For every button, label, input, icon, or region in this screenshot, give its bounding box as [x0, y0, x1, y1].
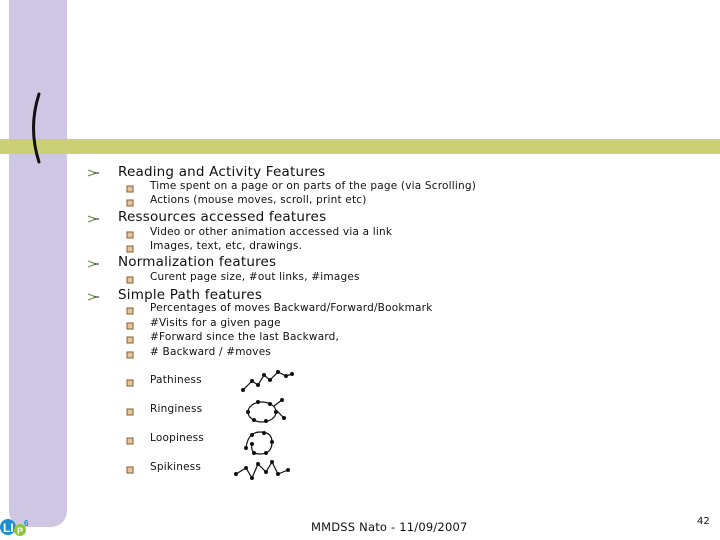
path-metric-label: Ringiness	[150, 403, 203, 415]
level2-bullet-icon	[126, 379, 135, 387]
spikiness-diagram-icon	[232, 456, 292, 484]
level2-bullet-icon	[126, 185, 135, 193]
level2-bullet-icon	[126, 322, 135, 330]
level2-bullet-icon	[126, 408, 135, 416]
list-item: #Forward since the last Backward,	[150, 331, 340, 343]
list-item: # Backward / #moves	[150, 346, 272, 358]
level2-bullet-icon	[126, 437, 135, 445]
level1-bullet-icon	[87, 168, 101, 178]
path-metric-label: Spikiness	[150, 461, 202, 473]
list-item: Percentages of moves Backward/Forward/Bookmark	[150, 302, 433, 314]
svg-text:6: 6	[24, 519, 29, 528]
level2-bullet-icon	[126, 276, 135, 284]
footer-text: MMDSS Nato - 11/09/2007	[311, 520, 468, 534]
loopiness-diagram-icon	[240, 426, 280, 460]
list-item: Images, text, etc, drawings.	[150, 240, 303, 252]
level2-bullet-icon	[126, 336, 135, 344]
path-metric-label: Pathiness	[150, 374, 202, 386]
list-item: Video or other animation accessed via a link	[150, 226, 393, 238]
svg-text:P: P	[17, 526, 24, 536]
lip6-logo	[0, 514, 34, 540]
list-item: Curent page size, #out links, #images	[150, 271, 360, 283]
path-metric-label: Loopiness	[150, 432, 204, 444]
section-title: Normalization features	[118, 254, 277, 270]
pathiness-diagram-icon	[240, 366, 295, 396]
level1-bullet-icon	[87, 292, 101, 302]
ringiness-diagram-icon	[244, 396, 286, 428]
section-title: Reading and Activity Features	[118, 164, 326, 180]
section-title: Ressources accessed features	[118, 209, 327, 225]
level2-bullet-icon	[126, 231, 135, 239]
list-item: Time spent on a page or on parts of the page (via Scrolling)	[150, 180, 477, 192]
level1-bullet-icon	[87, 214, 101, 224]
svg-text:LI: LI	[3, 521, 14, 535]
level2-bullet-icon	[126, 199, 135, 207]
level1-bullet-icon	[87, 259, 101, 269]
section-title: Simple Path features	[118, 287, 263, 303]
level2-bullet-icon	[126, 351, 135, 359]
level2-bullet-icon	[126, 245, 135, 253]
list-item: #Visits for a given page	[150, 317, 281, 329]
page-number: 42	[697, 516, 710, 527]
level2-bullet-icon	[126, 466, 135, 474]
level2-bullet-icon	[126, 307, 135, 315]
list-item: Actions (mouse moves, scroll, print etc)	[150, 194, 367, 206]
